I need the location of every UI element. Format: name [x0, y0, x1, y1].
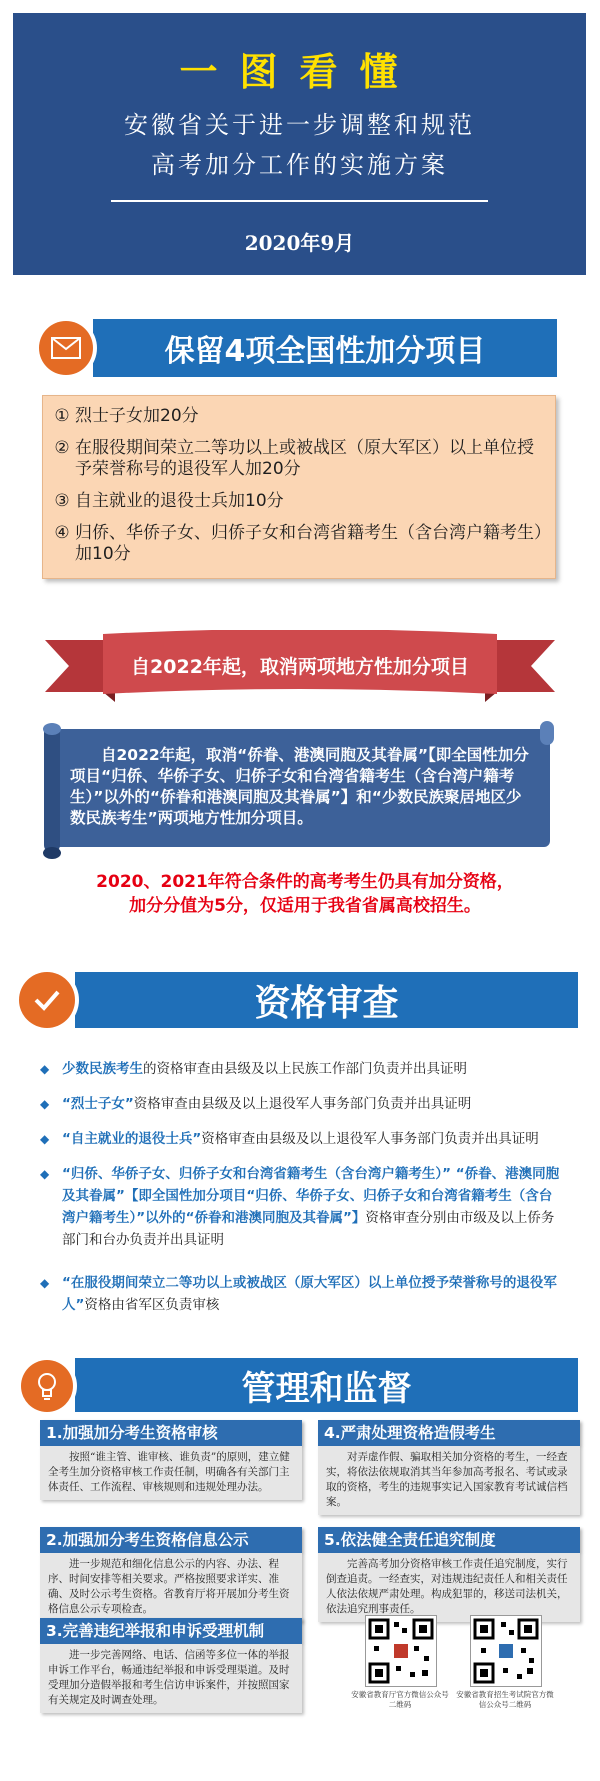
bullet-highlight: 少数民族考生: [62, 1061, 143, 1077]
card-title: 4.严肃处理资格造假考生: [318, 1420, 580, 1446]
subtitle-line-2: 高考加分工作的实施方案: [151, 151, 448, 179]
qr1-caption: 安徽省教育厅官方微信公众号二维码: [351, 1690, 449, 1709]
note-line-1: 2020、2021年符合条件的高考考生仍具有加分资格，: [96, 872, 514, 892]
item-text: 自主就业的退役士兵加10分: [75, 491, 284, 511]
envelope-icon: [39, 321, 93, 375]
card-body: 对弄虚作假、骗取相关加分资格的考生，一经查实，将依法依规取消其当年参加高考报名、考试或录取的资格，考生的违规事实记入国家教育考试诚信档案。: [318, 1446, 580, 1515]
list-item: [40, 1058, 560, 1080]
item-text: 在服役期间荣立二等功以上或被战区（原大军区）以上单位授予荣誉称号的退役军人加20分: [75, 438, 534, 479]
item-number: ②: [54, 438, 70, 458]
bullet-icon: ◆: [40, 1062, 50, 1076]
section1-title: 保留4项全国性加分项目: [93, 319, 557, 377]
bullet-highlight: “烈士子女”: [62, 1096, 134, 1112]
bullet-icon: ◆: [40, 1167, 50, 1181]
card-body: 进一步完善网络、电话、信函等多位一体的举报申诉工作平台，畅通违纪举报和申诉受理渠道。及时受理加分造假举报和考生信访申诉案件，并按照国家有关规定及时调查处理。: [40, 1644, 302, 1713]
bullet-text: 资格审查由县级及以上退役军人事务部门负责并出具证明: [133, 1096, 472, 1112]
bullet-text: 资格由省军区负责审核: [84, 1297, 220, 1313]
card-item: [40, 1527, 302, 1622]
bullet-highlight: “在服役期间荣立二等功以上或被战区（原大军区）以上单位授予荣誉称号的退役军人”: [62, 1275, 557, 1313]
list-item: [40, 1093, 560, 1115]
item-number: ③: [54, 491, 70, 511]
lightbulb-icon: [21, 1360, 73, 1412]
list-item: [49, 438, 549, 480]
header-banner: [13, 13, 586, 275]
bullet-text: 资格审查由县级及以上退役军人事务部门负责并出具证明: [201, 1131, 539, 1147]
section2-title: 资格审查: [75, 972, 578, 1028]
card-item: [318, 1420, 580, 1515]
retained-items-list: [42, 395, 556, 579]
bullet-highlight: “自主就业的退役士兵”: [62, 1131, 202, 1147]
qr-code-icon: [470, 1615, 542, 1687]
card-body: 进一步规范和细化信息公示的内容、办法、程序、时间安排等相关要求。严格按照要求详实、准确、及时公示考生资格。省教育厅将开展加分考生资格信息公示专项检查。: [40, 1553, 302, 1622]
scroll-text: 自2022年起，取消“侨眷、港澳同胞及其眷属”【即全国性加分项目“归侨、华侨子女、归侨子女和台湾省籍考生（含台湾户籍考生）”以外的“侨眷和港澳同胞及其眷属”】和“少数民族聚居地区少数民族考生”两项地方性加分项目。: [70, 746, 529, 827]
card-item: [318, 1527, 580, 1622]
note-line-2: 加分分值为5分，仅适用于我省省属高校招生。: [129, 896, 481, 916]
list-item: [49, 406, 549, 427]
bullet-highlight: “归侨、华侨子女、归侨子女和台湾省籍考生（含台湾户籍考生）” “侨眷、港澳同胞及其眷属”【即全国性加分项目“归侨、华侨子女、归侨子女和台湾省籍考生（含台湾户籍考生）”以外的“侨眷和港澳同胞及其眷属”】: [62, 1166, 560, 1226]
card-item: [40, 1420, 302, 1500]
card-item: [40, 1618, 302, 1713]
card-body: 完善高考加分资格审核工作责任追究制度，实行倒查追责。一经查实，对违规违纪责任人和相关责任人依法依规严肃处理。构成犯罪的，移送司法机关，依法追究刑事责任。: [318, 1553, 580, 1622]
card-title: 1.加强加分考生资格审核: [40, 1420, 302, 1446]
list-item: [40, 1163, 560, 1251]
card-title: 3.完善违纪举报和申诉受理机制: [40, 1618, 302, 1644]
list-item: [49, 523, 549, 565]
publish-date: 2020年9月: [244, 231, 355, 255]
section3-title: 管理和监督: [75, 1358, 578, 1412]
card-title: 5.依法健全责任追究制度: [318, 1527, 580, 1553]
checkmark-icon: [19, 972, 75, 1028]
card-body: 按照“谁主管、谁审核、谁负责”的原则，建立健全考生加分资格审核工作责任制，明确各有关部门主体责任、工作流程、审核规则和违规处理办法。: [40, 1446, 302, 1500]
bullet-text: 的资格审查由县级及以上民族工作部门负责并出具证明: [143, 1061, 467, 1077]
ribbon-text: 自2022年起，取消两项地方性加分项目: [131, 656, 469, 678]
bullet-icon: ◆: [40, 1276, 50, 1290]
item-text: 烈士子女加20分: [75, 406, 199, 426]
list-item: [40, 1272, 560, 1316]
bullet-icon: ◆: [40, 1132, 50, 1146]
qr2-caption: 安徽省教育招生考试院官方微信公众号二维码: [456, 1690, 554, 1709]
qr-code-icon: [365, 1615, 437, 1687]
bullet-text: 资格审查分别由市级及以上侨务部门和台办负责并出具证明: [62, 1210, 555, 1248]
list-item: [49, 491, 549, 512]
transition-note: [60, 870, 550, 918]
header-divider: [111, 200, 488, 202]
item-text: 归侨、华侨子女、归侨子女和台湾省籍考生（含台湾户籍考生）加10分: [75, 523, 543, 564]
bullet-icon: ◆: [40, 1097, 50, 1111]
main-title: 一图看懂: [179, 50, 420, 94]
card-title: 2.加强加分考生资格信息公示: [40, 1527, 302, 1553]
subtitle-line-1: 安徽省关于进一步调整和规范: [124, 111, 475, 139]
item-number: ①: [54, 406, 70, 426]
list-item: [40, 1128, 560, 1150]
item-number: ④: [54, 523, 70, 543]
